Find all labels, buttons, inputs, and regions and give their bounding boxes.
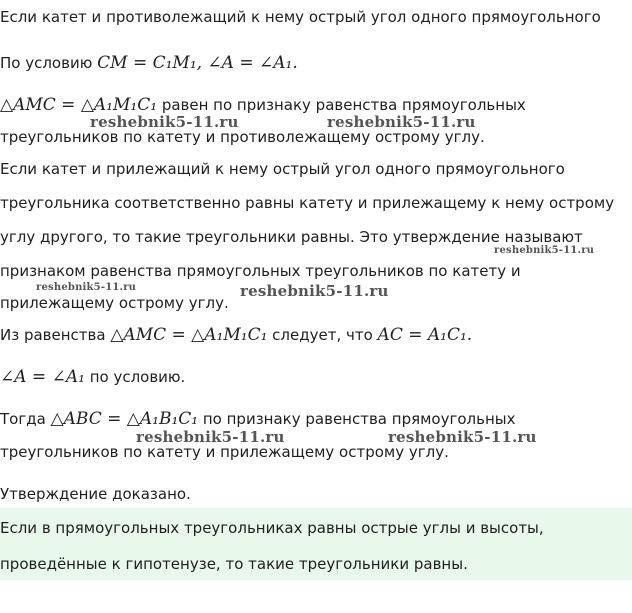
watermark: reshebnik5-11.ru <box>388 428 537 446</box>
text-line-12 <box>0 410 516 428</box>
text-line-7: углу другого, то такие треугольники равны. Это утверждение называют <box>0 228 583 246</box>
text-line-12-label: Тогда <box>0 410 46 428</box>
text-line-1: Если катет и противолежащий к нему острый угол одного прямоугольного <box>0 8 601 26</box>
text-line-6: треугольника соответственно равны катету и прилежащему к нему острому <box>0 194 615 212</box>
text-line-11 <box>0 368 185 386</box>
text-line-2 <box>0 54 298 72</box>
text-line-13: треугольников по катету и прилежащему острому углу. <box>0 443 449 461</box>
formula-ac-equals-a1c1: AC = A₁C₁. <box>377 325 473 345</box>
text-line-4: треугольников по катету и противолежащему острому углу. <box>0 128 485 146</box>
text-line-14: Утверждение доказано. <box>0 485 191 503</box>
watermark: reshebnik5-11.ru <box>240 282 389 300</box>
text-line-5: Если катет и прилежащий к нему острый угол одного прямоугольного <box>0 160 565 178</box>
watermark: reshebnik5-11.ru <box>36 282 137 293</box>
watermark: reshebnik5-11.ru <box>90 113 239 131</box>
text-line-11-label: по условию. <box>89 368 186 386</box>
text-line-9: прилежащему острому углу. <box>0 294 229 312</box>
text-line-10 <box>0 326 472 344</box>
text-line-8: признаком равенства прямоугольных треугольников по катету и <box>0 262 521 280</box>
highlight-line-1: Если в прямоугольных треугольниках равны острые углы и высоты, <box>0 519 544 537</box>
formula-triangle-amc-2: △AMC = △A₁M₁C₁ <box>110 325 268 345</box>
watermark: reshebnik5-11.ru <box>136 428 285 446</box>
highlight-line-2: проведённые к гипотенузе, то такие треугольники равны. <box>0 555 468 573</box>
formula-angle-a: ∠A = ∠A₁ <box>0 367 85 387</box>
watermark: reshebnik5-11.ru <box>327 113 476 131</box>
text-line-12-label-2: по признаку равенства прямоугольных <box>202 410 516 428</box>
text-line-10-label-2: следует, что <box>272 326 373 344</box>
formula-triangle-abc: △ABC = △A₁B₁C₁ <box>50 409 199 429</box>
formula-triangle-amc: △AMC = △A₁M₁C₁ <box>0 95 158 115</box>
text-line-2-label: По условию <box>0 54 93 72</box>
text-line-3-label: равен по признаку равенства прямоугольных <box>161 96 526 114</box>
watermark: reshebnik5-11.ru <box>494 245 595 256</box>
text-line-10-label: Из равенства <box>0 326 106 344</box>
formula-cm-equals-c1m1: CM = C₁M₁, ∠A = ∠A₁. <box>97 53 298 73</box>
text-line-3 <box>0 96 526 114</box>
